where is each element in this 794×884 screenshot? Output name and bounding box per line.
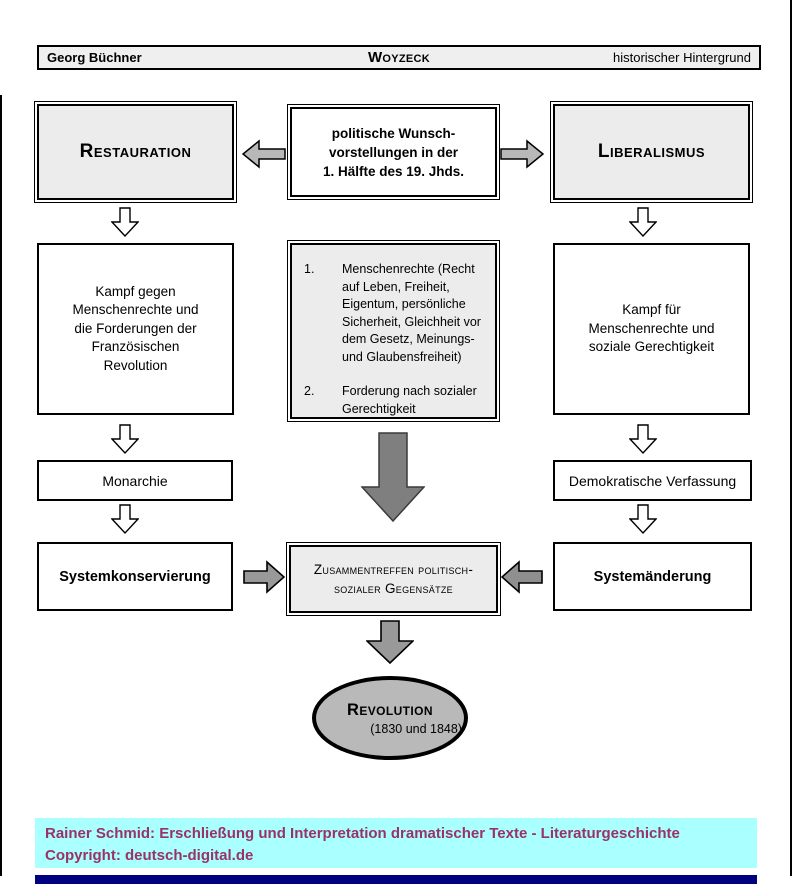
header-context: historischer Hintergrund <box>612 50 751 65</box>
list-item-1-number: 1. <box>304 262 315 276</box>
arrow-left-icon <box>242 139 286 169</box>
kampf-fuer-line-2: Menschenrechte und <box>588 320 715 336</box>
box-zusammentreffen <box>289 545 498 613</box>
kampf-gegen-line-5: Revolution <box>103 357 168 373</box>
box-systemaenderung <box>553 542 752 611</box>
box-demokratische-verfassung <box>553 460 752 501</box>
kampf-fuer-line-3: soziale Gerechtigkeit <box>588 339 715 355</box>
box-restauration <box>37 104 234 200</box>
kampf-gegen-line-2: Menschenrechte und <box>72 302 199 318</box>
big-down-arrow-icon <box>361 432 425 522</box>
down-arrow-icon <box>111 504 139 534</box>
restauration-label: Restauration <box>79 141 192 162</box>
down-arrow-icon <box>111 207 139 237</box>
footer-credit <box>35 818 757 868</box>
down-arrow-icon <box>629 207 657 237</box>
wunsch-line-2: vorstellungen in der <box>328 144 459 160</box>
page-left-rule <box>0 95 2 876</box>
systemkonservierung-label: Systemkonservierung <box>59 568 211 585</box>
wunsch-line-1: politische Wunsch- <box>331 125 456 141</box>
kampf-gegen-line-1: Kampf gegen <box>95 283 176 299</box>
box-politische-wunschvorstellungen <box>290 107 497 197</box>
box-kampf-gegen <box>37 243 234 415</box>
list-item-2-text: Forderung nach sozialer Gerechtigkeit <box>342 384 477 416</box>
footer-line-1: Rainer Schmid: Erschließung und Interpretation dramatischer Texte - Literaturgeschichte <box>45 825 680 842</box>
header-bar <box>37 45 761 70</box>
systemaenderung-label: Systemänderung <box>593 568 712 585</box>
page-right-rule <box>790 0 792 876</box>
list-item-1-text: Menschenrechte (Recht auf Leben, Freiheit, Eigentum, persönliche Sicherheit, Gleichheit vor dem Gesetz, Meinungs- und Glaubensfreiheit) <box>342 262 481 364</box>
down-arrow-icon <box>629 424 657 454</box>
wunsch-line-3: 1. Hälfte des 19. Jhds. <box>322 163 465 179</box>
revolution-title: Revolution <box>347 700 433 719</box>
down-arrow-icon <box>366 620 414 664</box>
list-item-2 <box>304 383 489 418</box>
box-kampf-fuer <box>553 243 750 415</box>
kampf-fuer-line-1: Kampf für <box>622 302 681 318</box>
kampf-gegen-line-3: die Forderungen der <box>74 320 197 336</box>
zusammentreffen-line-1: Zusammentreffen politisch- <box>313 562 474 577</box>
arrow-right-icon <box>500 139 544 169</box>
liberalismus-label: Liberalismus <box>597 141 706 162</box>
list-item-1 <box>304 261 489 366</box>
arrow-left-icon <box>501 560 543 594</box>
monarchie-label: Monarchie <box>102 472 168 489</box>
bottom-bar <box>35 875 757 884</box>
list-item-2-number: 2. <box>304 384 315 398</box>
revolution-years: (1830 und 1848) <box>370 721 462 736</box>
box-monarchie <box>37 460 233 501</box>
zusammentreffen-line-2: sozialer Gegensätze <box>334 581 453 596</box>
verfassung-label: Demokratische Verfassung <box>568 472 737 489</box>
footer-line-2: Copyright: deutsch-digital.de <box>45 847 254 864</box>
header-title: Woyzeck <box>367 49 431 66</box>
box-liberalismus <box>553 104 750 200</box>
arrow-right-icon <box>243 560 285 594</box>
box-systemkonservierung <box>37 542 233 611</box>
down-arrow-icon <box>111 424 139 454</box>
down-arrow-icon <box>629 504 657 534</box>
revolution-ellipse <box>312 676 468 760</box>
header-author: Georg Büchner <box>47 50 142 65</box>
kampf-gegen-line-4: Französischen <box>91 339 180 355</box>
box-menschenrechte-liste <box>290 243 497 419</box>
